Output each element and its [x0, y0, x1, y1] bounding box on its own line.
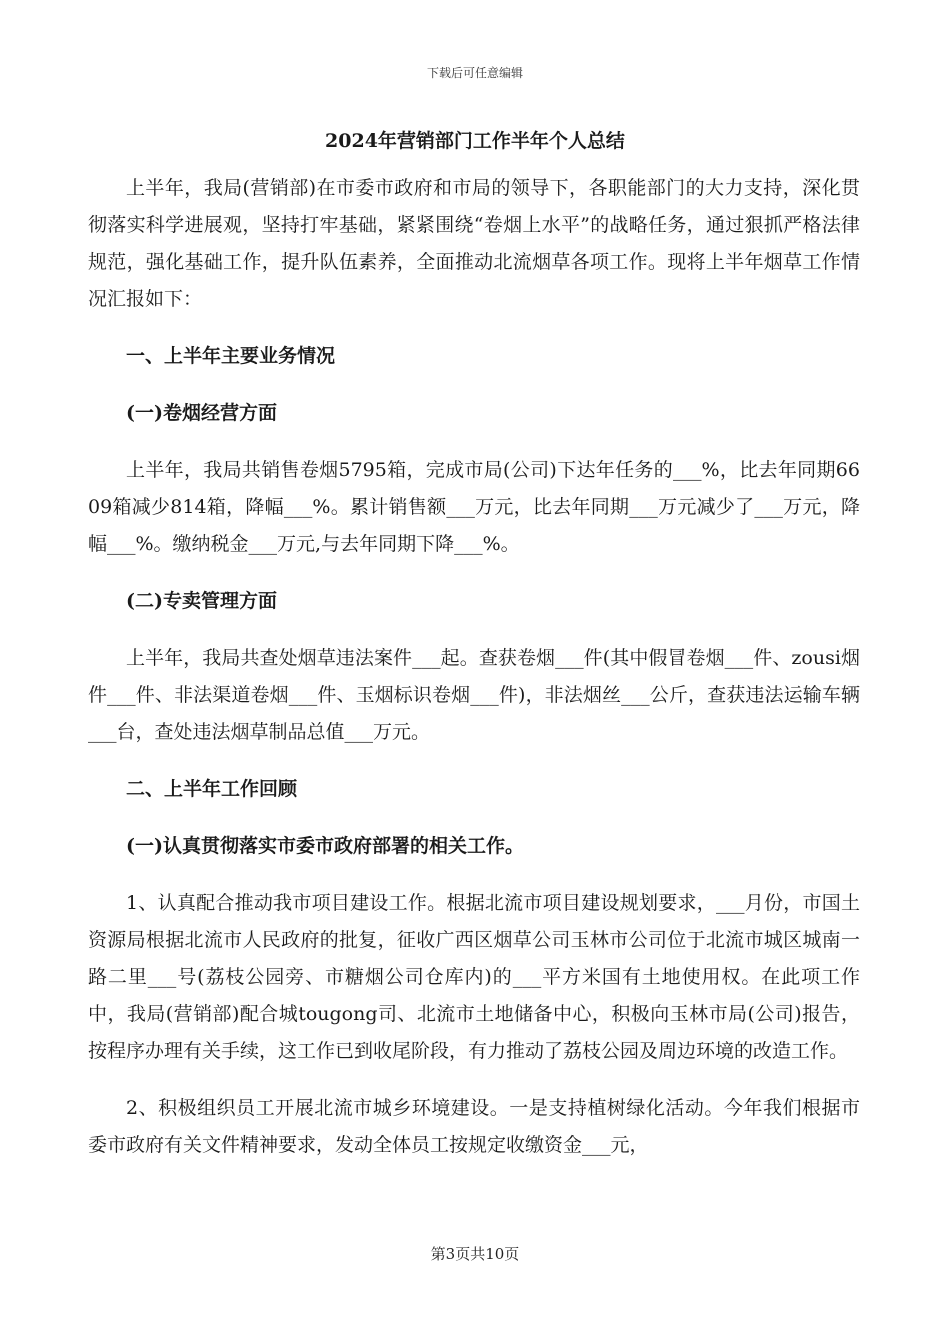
section-heading-1: 一、上半年主要业务情况 — [126, 345, 336, 367]
header-note: 下载后可任意编辑 — [426, 66, 523, 80]
intro-paragraph: 上半年，我局(营销部)在市委市政府和市局的领导下，各职能部门的大力支持，深化贯彻落实科学进展观，坚持打牢基础，紧紧围绕“卷烟上水平”的战略任务，通过狠抓严格法律规范，强化基础工作，提升队伍素养，全面推动北流烟草各项工作。现将上半年烟草工作情况汇报如下： — [88, 177, 860, 310]
sales-paragraph: 上半年，我局共销售卷烟5795箱，完成市局(公司)下达年任务的___%，比去年同期6609箱减少814箱，降幅___%。累计销售额___万元，比去年同期___万元减少了___万元，降幅___%。缴纳税金___万元,与去年同期下降___%。 — [88, 459, 860, 555]
subsection-heading-1-1: (一)卷烟经营方面 — [126, 402, 277, 424]
section-heading-2: 二、上半年工作回顾 — [126, 778, 298, 800]
item-2-paragraph: 2、积极组织员工开展北流市城乡环境建设。一是支持植树绿化活动。今年我们根据市委市政府有关文件精神要求，发动全体员工按规定收缴资金___元， — [88, 1097, 860, 1156]
document-title: 2024年营销部门工作半年个人总结 — [325, 130, 625, 152]
item-1-paragraph: 1、认真配合推动我市项目建设工作。根据北流市项目建设规划要求，___月份，市国土资源局根据北流市人民政府的批复，征收广西区烟草公司玉林市公司位于北流市城区城南一路二里___号(荔枝公园旁、市糖烟公司仓库内)的___平方米国有土地使用权。在此项工作中，我局(营销部)配合城tougong司、北流市土地储备中心，积极向玉林市局(公司)报告，按程序办理有关手续，这工作已到收尾阶段，有力推动了荔枝公园及周边环境的改造工作。 — [88, 892, 860, 1062]
page-footer: 第3页共10页 — [430, 1245, 520, 1263]
document-body — [88, 170, 860, 1164]
subsection-heading-1-2: (二)专卖管理方面 — [126, 590, 277, 612]
subsection-heading-2-1: (一)认真贯彻落实市委市政府部署的相关工作。 — [126, 835, 524, 857]
monopoly-paragraph: 上半年，我局共查处烟草违法案件___起。查获卷烟___件(其中假冒卷烟___件、zousi烟件___件、非法渠道卷烟___件、玉烟标识卷烟___件)，非法烟丝___公斤，查获违法运输车辆___台，查处违法烟草制品总值___万元。 — [88, 647, 860, 743]
